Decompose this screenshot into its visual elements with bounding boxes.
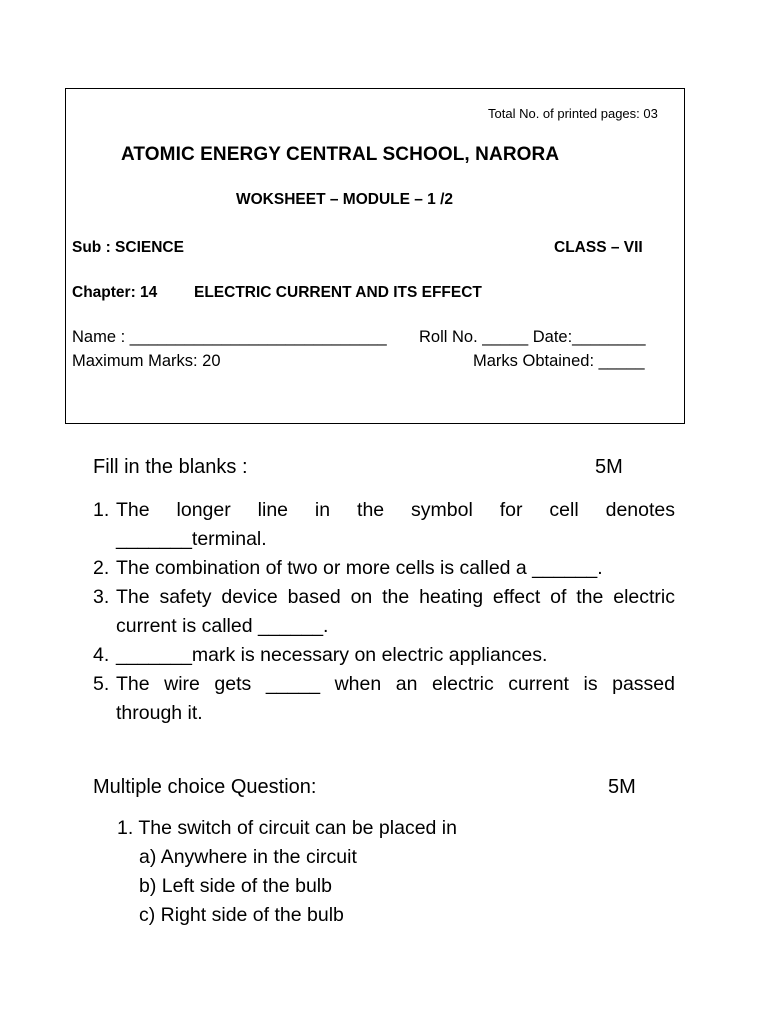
- question-text-cont: _______terminal.: [116, 528, 267, 550]
- mcq-marks: 5M: [608, 776, 636, 798]
- question-text: The longer line in the symbol for cell denotes: [116, 499, 675, 521]
- mcq-option-b: [139, 872, 332, 901]
- question-text: The wire gets _____ when an electric current is passed: [116, 673, 675, 695]
- option-text: Right side of the bulb: [160, 904, 344, 926]
- option-label: c): [139, 904, 156, 926]
- question-2: [93, 554, 675, 583]
- fill-blanks-heading: Fill in the blanks :: [93, 456, 248, 478]
- mcq-option-a: [139, 843, 357, 872]
- option-text: Left side of the bulb: [161, 875, 332, 897]
- printed-pages-note: Total No. of printed pages: 03: [488, 106, 658, 121]
- roll-date-field: Roll No. _____ Date:________: [419, 328, 646, 346]
- header-box: [65, 88, 685, 424]
- marks-obtained-field: Marks Obtained: _____: [473, 352, 645, 370]
- chapter-number: Chapter: 14: [72, 284, 158, 301]
- class-label: CLASS – VII: [554, 239, 643, 256]
- question-text-cont: current is called ______.: [116, 615, 329, 637]
- question-number: 2.: [93, 557, 110, 579]
- mcq-heading: Multiple choice Question:: [93, 776, 317, 798]
- mcq-question-1: 1. The switch of circuit can be placed in: [117, 817, 457, 839]
- question-4: [93, 641, 675, 670]
- chapter-title: ELECTRIC CURRENT AND ITS EFFECT: [194, 284, 482, 301]
- name-field: Name : ____________________________: [72, 328, 387, 346]
- mcq-option-c: [139, 901, 344, 930]
- maximum-marks: Maximum Marks: 20: [72, 352, 221, 370]
- question-3: [93, 583, 675, 641]
- fill-blanks-marks: 5M: [595, 456, 623, 478]
- school-name: ATOMIC ENERGY CENTRAL SCHOOL, NARORA: [121, 144, 560, 165]
- question-text-cont: through it.: [116, 702, 203, 724]
- subject-label: Sub : SCIENCE: [72, 239, 184, 256]
- question-text: _______mark is necessary on electric appliances.: [116, 644, 548, 666]
- option-text: Anywhere in the circuit: [160, 846, 357, 868]
- question-text: The combination of two or more cells is called a ______.: [116, 557, 603, 579]
- worksheet-title: WOKSHEET – MODULE – 1 /2: [236, 191, 454, 208]
- option-label: a): [139, 846, 157, 868]
- question-1: [93, 496, 675, 554]
- question-text: The safety device based on the heating effect of the electric: [116, 586, 675, 608]
- question-5: [93, 670, 675, 728]
- option-label: b): [139, 875, 157, 897]
- question-number: 5.: [93, 673, 110, 695]
- question-number: 3.: [93, 586, 110, 608]
- question-number: 1.: [93, 499, 110, 521]
- question-number: 4.: [93, 644, 110, 666]
